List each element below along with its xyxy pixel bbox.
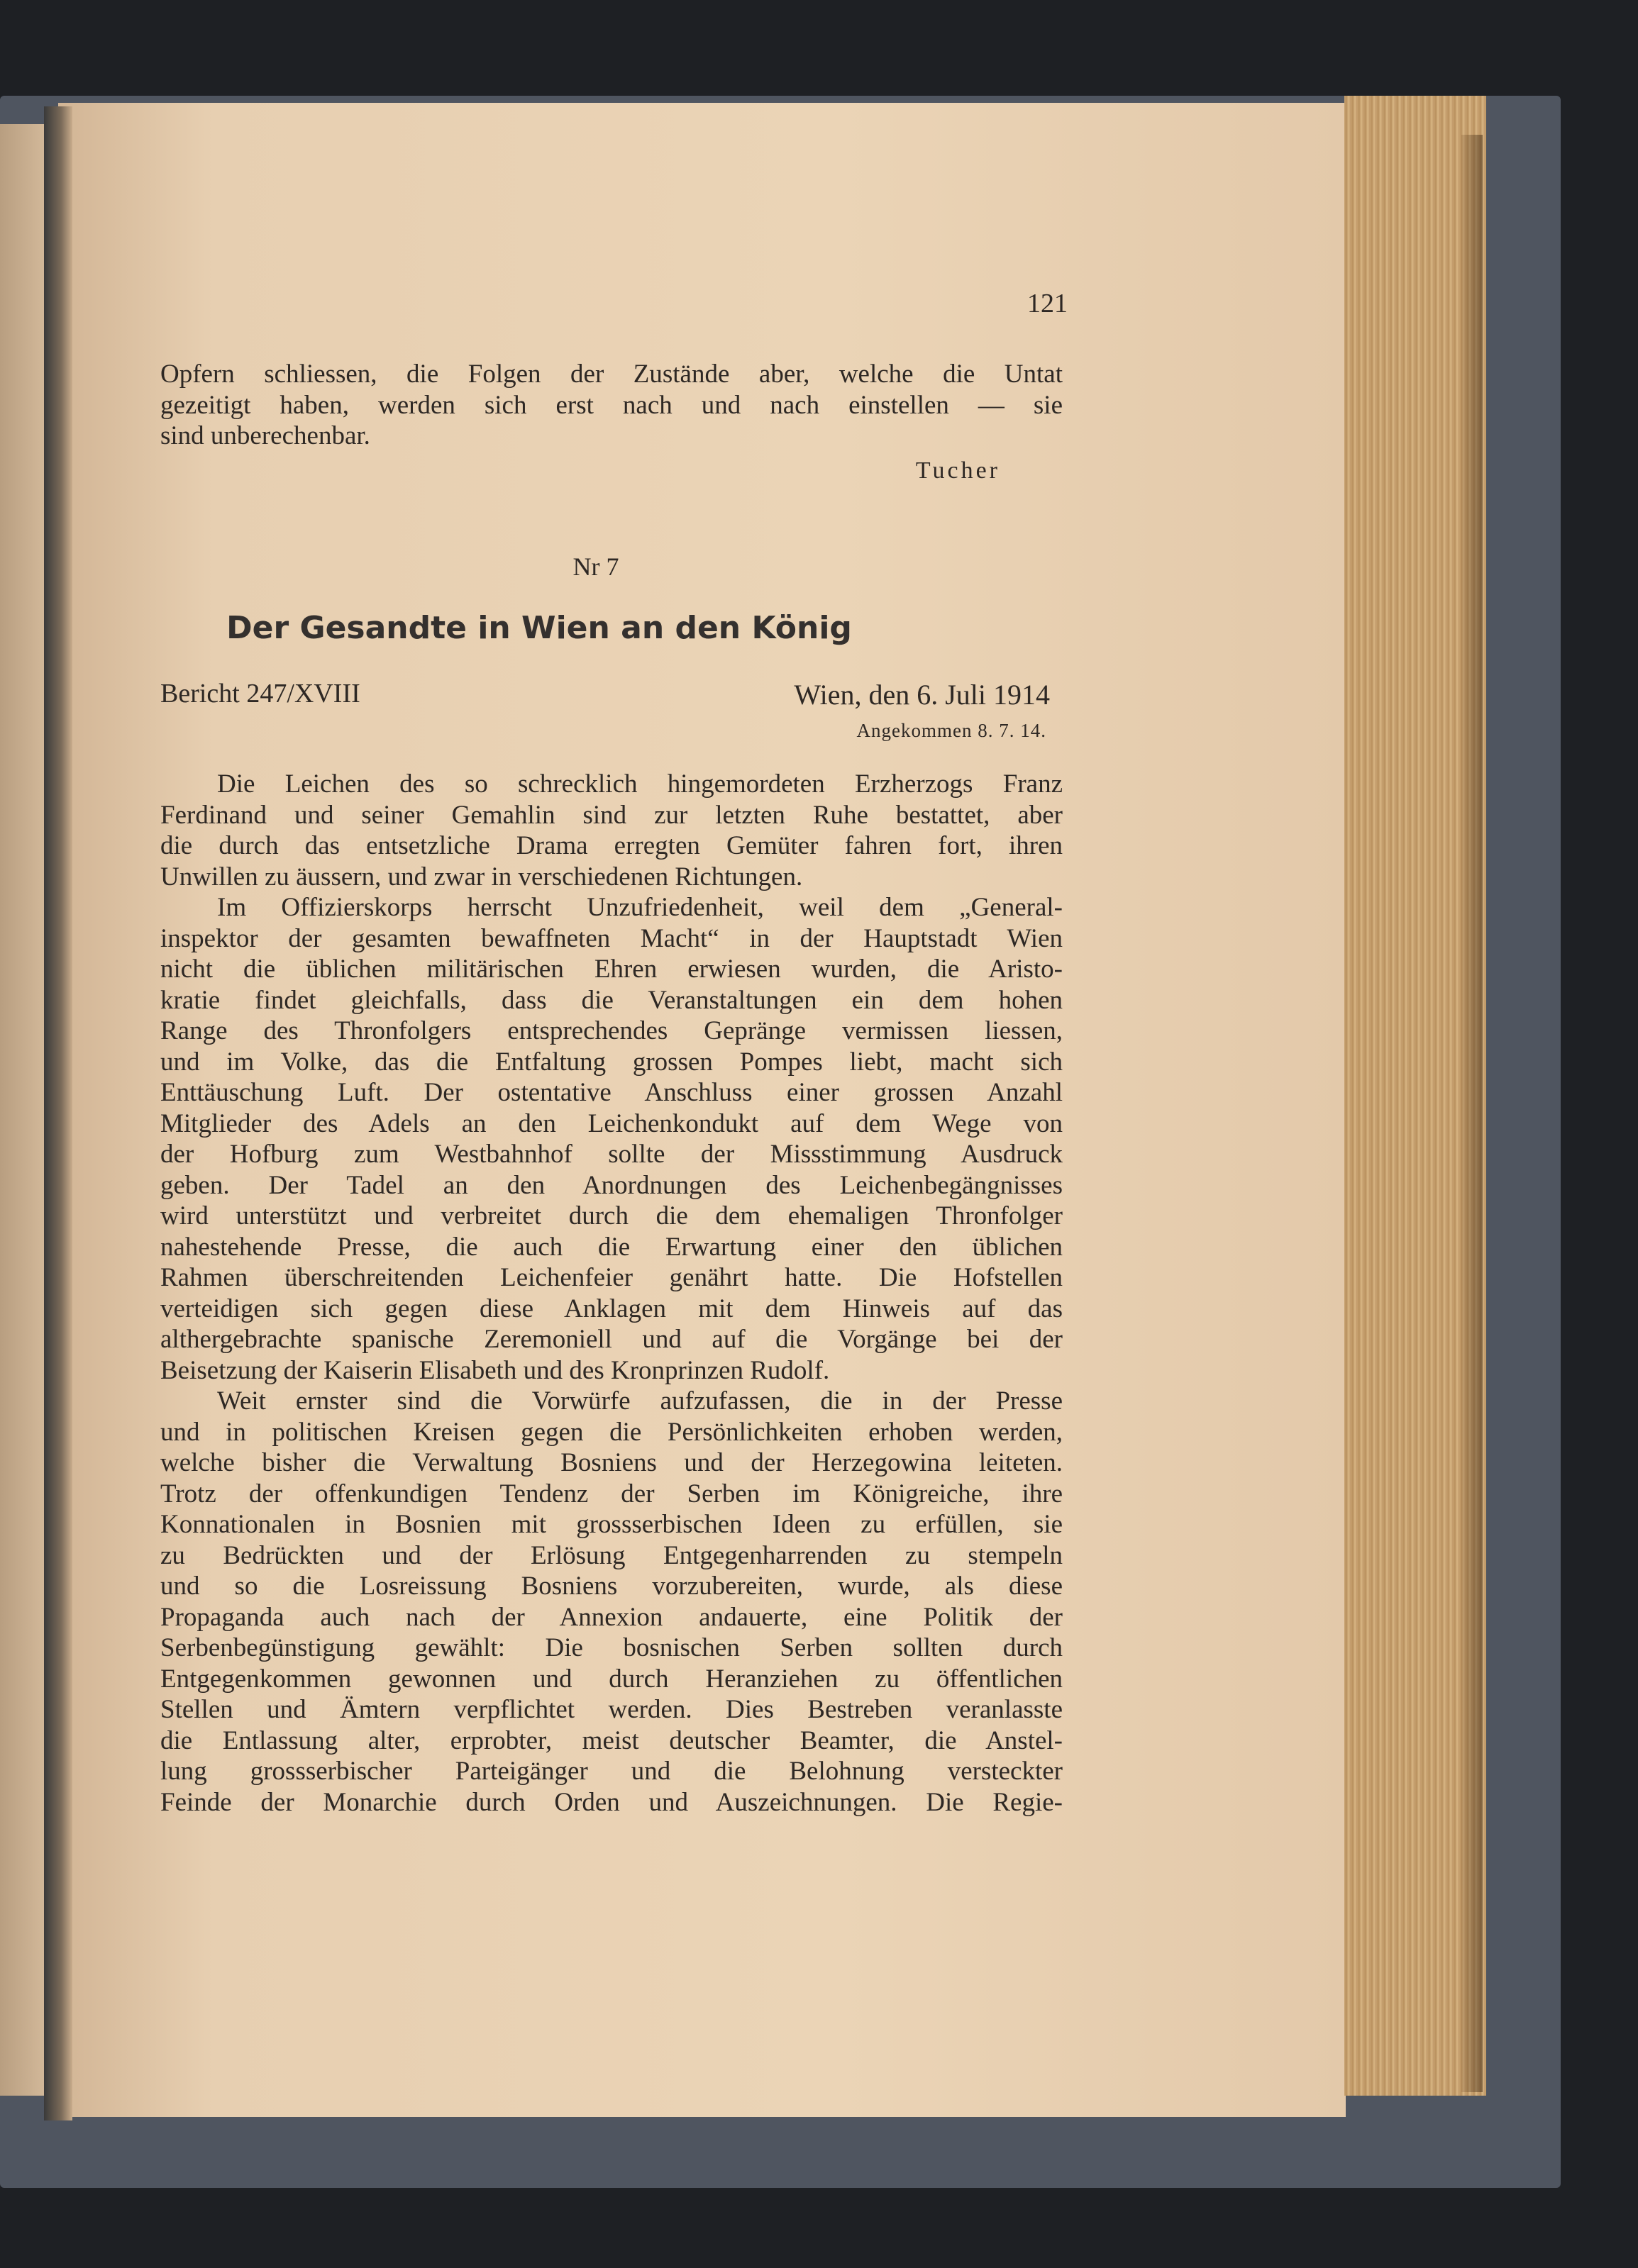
signature: Tucher bbox=[915, 457, 1000, 484]
received-note: Angekommen 8. 7. 14. bbox=[856, 720, 1046, 741]
text-line: Feinde der Monarchie durch Orden und Auszeichnungen. Die Regie- bbox=[160, 1787, 1063, 1817]
text-line: lung grossserbischer Parteigänger und die Belohnung versteckter bbox=[160, 1757, 1063, 1786]
text-line: der Hofburg zum Westbahnhof sollte der Missstimmung Ausdruck bbox=[160, 1140, 1063, 1169]
text-line: und im Volke, das die Entfaltung grossen Pompes liebt, macht sich bbox=[160, 1047, 1063, 1077]
text-line: kratie findet gleichfalls, dass die Veranstaltungen ein dem hohen bbox=[160, 985, 1063, 1015]
text-line: Propaganda auch nach der Annexion andauerte, eine Politik der bbox=[160, 1602, 1063, 1632]
text-line: gezeitigt haben, werden sich erst nach und nach einstellen — sie bbox=[160, 390, 1063, 420]
text-line: Opfern schliessen, die Folgen der Zustände aber, welche die Untat bbox=[160, 360, 1063, 389]
text-line: Im Offizierskorps herrscht Unzufriedenheit, weil dem „General- bbox=[217, 893, 1063, 922]
report-body bbox=[160, 769, 1063, 1818]
document-number: Nr 7 bbox=[572, 552, 619, 581]
text-line: Unwillen zu äussern, und zwar in verschiedenen Richtungen. bbox=[160, 862, 803, 891]
book-gutter bbox=[44, 106, 72, 2120]
text-line: Mitglieder des Adels an den Leichenkondukt auf dem Wege von bbox=[160, 1108, 1063, 1138]
report-date: Wien, den 6. Juli 1914 bbox=[794, 679, 1050, 711]
text-line: inspektor der gesamten bewaffneten Macht“ in der Hauptstadt Wien bbox=[160, 923, 1063, 953]
text-line: und so die Losreissung Bosniens vorzubereiten, wurde, als diese bbox=[160, 1572, 1063, 1601]
text-line: Range des Thronfolgers entsprechendes Gepränge vermissen liessen, bbox=[160, 1016, 1063, 1045]
page-number: 121 bbox=[1027, 289, 1068, 318]
text-line: Enttäuschung Luft. Der ostentative Anschluss einer grossen Anzahl bbox=[160, 1078, 1063, 1107]
text-line: Weit ernster sind die Vorwürfe aufzufassen, die in der Presse bbox=[217, 1386, 1063, 1416]
text-line: althergebrachte spanische Zeremoniell und auf die Vorgänge bei der bbox=[160, 1325, 1063, 1354]
text-line: wird unterstützt und verbreitet durch die dem ehemaligen Thronfolger bbox=[160, 1201, 1063, 1230]
text-line: Konnationalen in Bosnien mit grossserbischen Ideen zu erfüllen, sie bbox=[160, 1510, 1063, 1539]
text-line: welche bisher die Verwaltung Bosniens und der Herzegowina leiteten. bbox=[160, 1448, 1063, 1477]
text-line: nicht die üblichen militärischen Ehren erwiesen wurden, die Aristo- bbox=[160, 955, 1063, 984]
report-reference: Bericht 247/XVIII bbox=[160, 679, 360, 708]
text-line: und in politischen Kreisen gegen die Persönlichkeiten erhoben werden, bbox=[160, 1417, 1063, 1447]
text-line: die durch das entsetzliche Drama erregten Gemüter fahren fort, ihren bbox=[160, 831, 1063, 860]
text-line: die Entlassung alter, erprobter, meist deutscher Beamter, die Anstel- bbox=[160, 1725, 1063, 1755]
page-edges-shadow bbox=[1461, 135, 1483, 2092]
text-line: zu Bedrückten und der Erlösung Entgegenharrenden zu stempeln bbox=[160, 1540, 1063, 1570]
text-line: Rahmen überschreitenden Leichenfeier genährt hatte. Die Hofstellen bbox=[160, 1263, 1063, 1292]
text-line: Die Leichen des so schrecklich hingemordeten Erzherzogs Franz bbox=[217, 769, 1063, 799]
text-line: verteidigen sich gegen diese Anklagen mit dem Hinweis auf das bbox=[160, 1294, 1063, 1323]
text-line: nahestehende Presse, die auch die Erwartung einer den üblichen bbox=[160, 1232, 1063, 1262]
text-line: Serbenbegünstigung gewählt: Die bosnischen Serben sollten durch bbox=[160, 1633, 1063, 1662]
text-line: Trotz der offenkundigen Tendenz der Serben im Königreiche, ihre bbox=[160, 1479, 1063, 1508]
continuation-paragraph bbox=[160, 359, 1063, 452]
text-line: Ferdinand und seiner Gemahlin sind zur letzten Ruhe bestattet, aber bbox=[160, 800, 1063, 830]
text-line: Stellen und Ämtern verpflichtet werden. Dies Bestreben veranlasste bbox=[160, 1695, 1063, 1724]
text-line: sind unberechenbar. bbox=[160, 421, 370, 450]
document-title: Der Gesandte in Wien an den König bbox=[226, 610, 852, 646]
text-line: Beisetzung der Kaiserin Elisabeth und des Kronprinzen Rudolf. bbox=[160, 1355, 830, 1385]
text-line: Entgegenkommen gewonnen und durch Heranziehen zu öffentlichen bbox=[160, 1664, 1063, 1694]
text-line: geben. Der Tadel an den Anordnungen des Leichenbegängnisses bbox=[160, 1170, 1063, 1200]
